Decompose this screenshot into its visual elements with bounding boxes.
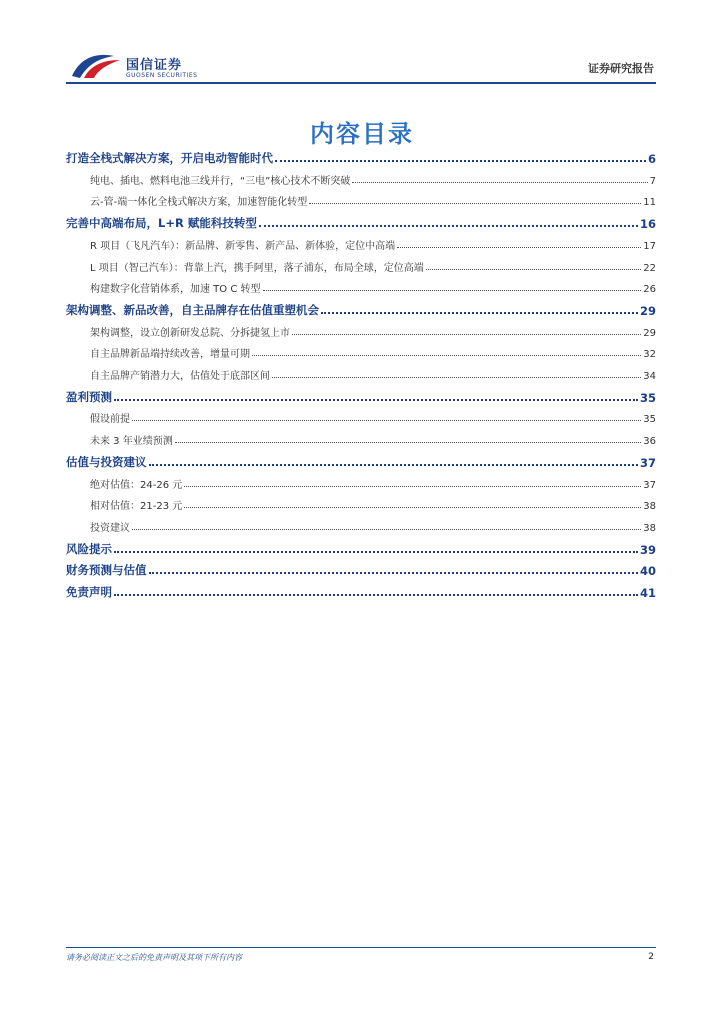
toc-entry-title: R 项目（飞凡汽车）：新品牌、新零售、新产品、新体验，定位中高端 bbox=[90, 240, 396, 252]
toc-dot-leader bbox=[149, 571, 638, 574]
toc-entry-title: 绝对估值：24-26 元 bbox=[90, 479, 183, 491]
toc-section-entry[interactable] bbox=[66, 389, 656, 405]
toc-entry-title: 自主品牌新品端持续改善，增量可期 bbox=[90, 349, 250, 361]
toc-section-entry[interactable] bbox=[66, 454, 656, 470]
toc-dot-leader bbox=[275, 159, 646, 162]
toc-section-entry[interactable] bbox=[66, 150, 656, 166]
toc-entry-page-number: 36 bbox=[643, 436, 656, 448]
toc-entry-page-number: 11 bbox=[643, 197, 656, 209]
toc-subsection-entry[interactable] bbox=[90, 237, 656, 252]
toc-entry-page-number: 35 bbox=[643, 414, 656, 426]
toc-entry-page-number: 34 bbox=[643, 371, 656, 382]
toc-dot-leader bbox=[259, 224, 638, 227]
toc-entry-title: 风险提示 bbox=[66, 541, 112, 556]
toc-entry-title: 未来 3 年业绩预测 bbox=[90, 436, 173, 448]
toc-entry-page-number: 37 bbox=[643, 479, 656, 491]
toc-entry-page-number: 26 bbox=[643, 284, 656, 296]
toc-section-entry[interactable] bbox=[66, 215, 656, 231]
toc-dot-leader bbox=[114, 593, 638, 596]
toc-entry-page-number: 32 bbox=[643, 349, 656, 361]
toc-entry-title: 投资建议 bbox=[90, 522, 130, 534]
toc-entry-title: 盈利预测 bbox=[66, 389, 112, 404]
toc-dot-leader bbox=[309, 202, 641, 204]
toc-subsection-entry[interactable] bbox=[90, 345, 656, 360]
toc-entry-title: 相对估值：21-23 元 bbox=[90, 501, 183, 513]
page-header bbox=[0, 0, 724, 90]
toc-dot-leader bbox=[184, 485, 641, 487]
toc-entry-title: 架构调整，设立创新研发总院、分拆捷氢上市 bbox=[90, 327, 290, 339]
toc-entry-title: 假设前提 bbox=[90, 414, 130, 426]
toc-dot-leader bbox=[132, 528, 641, 530]
toc-dot-leader bbox=[149, 463, 638, 466]
toc-section-entry[interactable] bbox=[66, 302, 656, 318]
toc-subsection-entry[interactable] bbox=[90, 410, 656, 425]
toc-subsection-entry[interactable] bbox=[90, 280, 656, 295]
toc-entry-page-number: 38 bbox=[643, 501, 656, 513]
toc-entry-page-number: 37 bbox=[639, 455, 656, 470]
toc-entry-title: 打造全栈式解决方案，开启电动智能时代 bbox=[66, 151, 273, 165]
report-type-label: 证券研究报告 bbox=[588, 62, 654, 75]
toc-dot-leader bbox=[321, 311, 638, 314]
toc-subsection-entry[interactable] bbox=[90, 259, 656, 274]
page-title: 内容目录 bbox=[310, 120, 414, 148]
toc-entry-title: L 项目（智己汽车）：背靠上汽，携手阿里，落子浦东，布局全球，定位高端 bbox=[90, 262, 424, 274]
toc-dot-leader bbox=[292, 333, 641, 335]
toc-dot-leader bbox=[352, 181, 647, 183]
toc-entry-page-number: 29 bbox=[639, 303, 656, 318]
toc-subsection-entry[interactable] bbox=[90, 172, 656, 187]
toc-section-entry[interactable] bbox=[66, 541, 656, 557]
toc-entry-title: 纯电、插电、燃料电池三线并行，“三电”核心技术不断突破 bbox=[90, 175, 351, 187]
toc-dot-leader bbox=[272, 376, 641, 378]
toc-dot-leader bbox=[263, 289, 642, 291]
logo-english-name: GUOSEN SECURITIES bbox=[126, 72, 198, 79]
toc-entry-page-number: 39 bbox=[639, 542, 656, 557]
toc-entry-title: 估值与投资建议 bbox=[66, 454, 147, 469]
toc-entry-title: 云-管-端一体化全栈式解决方案，加速智能化转型 bbox=[90, 197, 308, 209]
toc-entry-page-number: 35 bbox=[639, 390, 656, 405]
toc-subsection-entry[interactable] bbox=[90, 432, 656, 447]
toc-dot-leader bbox=[397, 246, 641, 248]
toc-entry-title: 架构调整、新品改善，自主品牌存在估值重塑机会 bbox=[66, 302, 319, 317]
toc-subsection-entry[interactable] bbox=[90, 324, 656, 339]
toc-subsection-entry[interactable] bbox=[90, 519, 656, 534]
toc-entry-page-number: 17 bbox=[643, 240, 656, 252]
toc-dot-leader bbox=[252, 354, 641, 356]
toc-entry-title: 完善中高端布局，L+R 赋能科技转型 bbox=[66, 216, 257, 231]
toc-entry-page-number: 38 bbox=[643, 522, 656, 534]
toc-dot-leader bbox=[114, 550, 638, 553]
toc-subsection-entry[interactable] bbox=[90, 476, 656, 491]
header-divider bbox=[66, 82, 656, 84]
toc-entry-title: 自主品牌产销潜力大，估值处于底部区间 bbox=[90, 371, 270, 382]
toc-entry-title: 构建数字化营销体系，加速 TO C 转型 bbox=[90, 284, 261, 296]
toc-entry-page-number: 41 bbox=[639, 586, 656, 600]
page-number: 2 bbox=[648, 952, 654, 962]
toc-dot-leader bbox=[132, 419, 641, 421]
toc-section-entry[interactable] bbox=[66, 562, 656, 578]
logo-chinese-name: 国信证券 bbox=[126, 58, 183, 73]
toc-subsection-entry[interactable] bbox=[90, 193, 656, 208]
toc-subsection-entry[interactable] bbox=[90, 497, 656, 512]
toc-subsection-entry[interactable] bbox=[90, 367, 656, 382]
toc-entry-page-number: 16 bbox=[639, 217, 656, 232]
toc-entry-page-number: 6 bbox=[647, 152, 656, 166]
toc-entry-page-number: 29 bbox=[643, 327, 656, 339]
toc-entry-title: 免责声明 bbox=[66, 585, 112, 599]
toc-dot-leader bbox=[184, 506, 641, 508]
guosen-logo bbox=[70, 50, 200, 86]
toc-entry-page-number: 7 bbox=[649, 175, 656, 187]
toc-entry-page-number: 22 bbox=[643, 262, 656, 274]
footer-divider bbox=[66, 947, 656, 948]
guosen-logo-icon bbox=[70, 50, 122, 80]
toc-dot-leader bbox=[426, 268, 642, 270]
toc-entry-page-number: 40 bbox=[639, 564, 656, 579]
toc-section-entry[interactable] bbox=[66, 584, 656, 600]
toc-dot-leader bbox=[175, 441, 642, 443]
toc-dot-leader bbox=[114, 398, 638, 401]
toc-entry-title: 财务预测与估值 bbox=[66, 563, 147, 578]
footer-disclaimer-note: 请务必阅读正文之后的免责声明及其项下所有内容 bbox=[66, 953, 242, 962]
